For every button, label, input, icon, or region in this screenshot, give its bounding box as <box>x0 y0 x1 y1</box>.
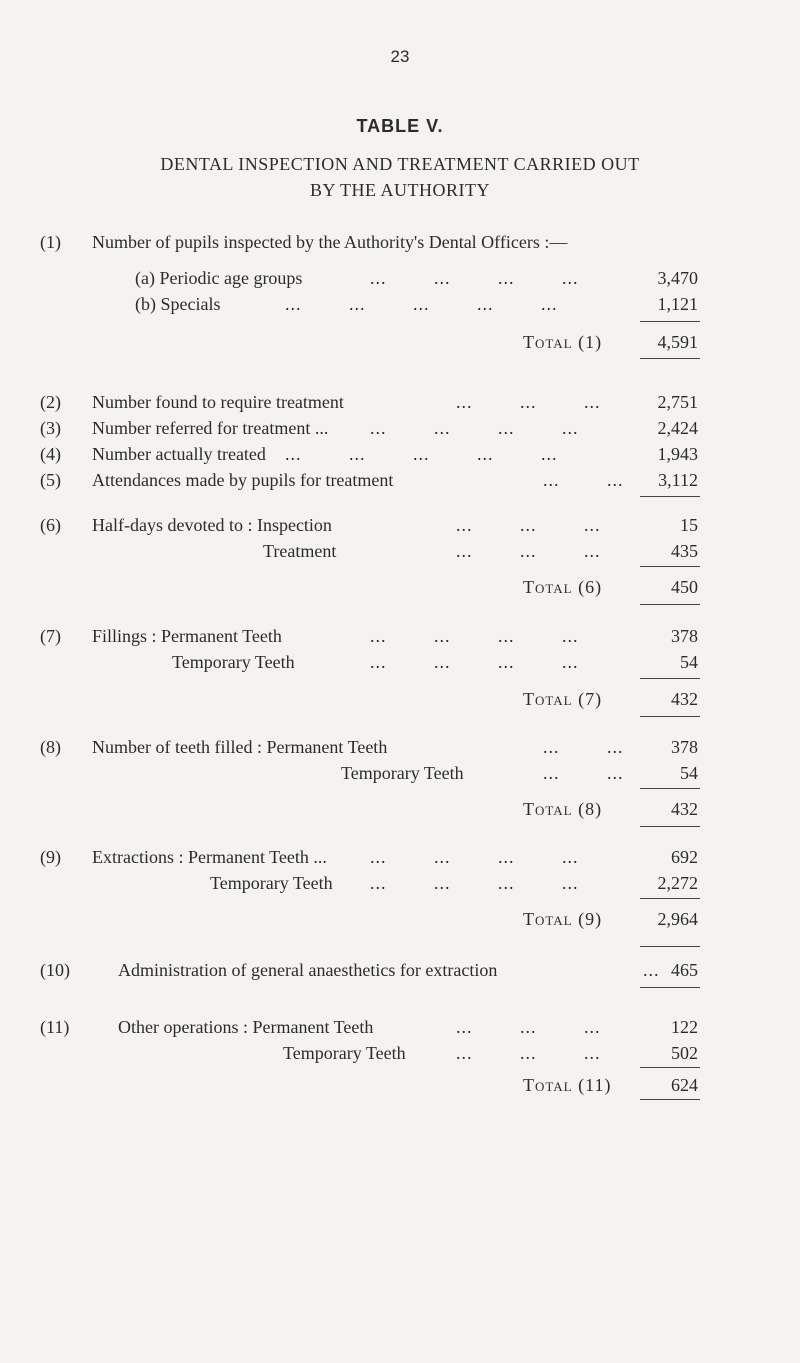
total-11-value: 624 <box>671 1075 698 1095</box>
item-5-value: 3,112 <box>658 470 698 490</box>
leader-dots: ... ... ... ... <box>370 268 579 288</box>
leader-dots: ... <box>643 960 660 980</box>
item-1a-value: 3,470 <box>657 268 698 288</box>
item-9-value-1: 692 <box>671 847 698 867</box>
leader-dots: ... ... ... ... ... <box>285 294 558 314</box>
item-number-8: (8) <box>40 737 61 757</box>
item-number-6: (6) <box>40 515 61 535</box>
leader-dots: ... ... <box>543 470 624 490</box>
item-number-3: (3) <box>40 418 61 438</box>
leader-dots: ... ... ... <box>456 541 601 561</box>
item-6-label-2: Treatment <box>263 541 337 561</box>
item-number-7: (7) <box>40 626 61 646</box>
item-1b-value: 1,121 <box>657 294 698 314</box>
item-1a-label: (a) Periodic age groups <box>135 268 303 288</box>
item-9-value-2: 2,272 <box>657 873 698 893</box>
item-number-2: (2) <box>40 392 61 412</box>
item-6-label: Half-days devoted to : Inspection <box>92 515 332 535</box>
item-11-label-2: Temporary Teeth <box>283 1043 406 1063</box>
table-title: TABLE V. <box>356 116 444 136</box>
leader-dots: ... ... ... <box>456 515 601 535</box>
item-number-1: (1) <box>40 232 61 252</box>
leader-dots: ... ... ... ... ... <box>285 444 558 464</box>
sum-rule <box>640 898 700 899</box>
item-8-value-2: 54 <box>680 763 698 783</box>
heading-line-1: DENTAL INSPECTION AND TREATMENT CARRIED OUT <box>160 154 640 174</box>
total-rule <box>640 716 700 717</box>
item-8-value-1: 378 <box>671 737 698 757</box>
item-number-11: (11) <box>40 1017 70 1037</box>
item-11-label: Other operations : Permanent Teeth <box>118 1017 374 1037</box>
total-6-label: Total (6) <box>523 577 603 597</box>
item-11-value-1: 122 <box>671 1017 698 1037</box>
total-6-value: 450 <box>671 577 698 597</box>
leader-dots: ... ... <box>543 763 624 783</box>
leader-dots: ... ... ... ... <box>370 626 579 646</box>
leader-dots: ... ... ... ... <box>370 418 579 438</box>
leader-dots: ... ... ... <box>456 1043 601 1063</box>
leader-dots: ... ... ... <box>456 392 601 412</box>
item-8-label: Number of teeth filled : Permanent Teeth <box>92 737 388 757</box>
leader-dots: ... ... ... ... <box>370 873 579 893</box>
total-rule <box>640 1099 700 1100</box>
sum-rule <box>640 566 700 567</box>
item-8-label-2: Temporary Teeth <box>341 763 464 783</box>
item-9-label: Extractions : Permanent Teeth ... <box>92 847 327 867</box>
item-7-label: Fillings : Permanent Teeth <box>92 626 282 646</box>
total-1-label: Total (1) <box>523 332 603 352</box>
item-6-value-1: 15 <box>680 515 698 535</box>
item-1-label: Number of pupils inspected by the Authority's Dental Officers :— <box>92 232 568 252</box>
item-11-value-2: 502 <box>671 1043 698 1063</box>
item-7-value-1: 378 <box>671 626 698 646</box>
total-rule <box>640 604 700 605</box>
section-rule <box>640 496 700 497</box>
item-5-label: Attendances made by pupils for treatment <box>92 470 394 490</box>
item-1b-label: (b) Specials <box>135 294 221 314</box>
item-7-value-2: 54 <box>680 652 698 672</box>
item-number-9: (9) <box>40 847 61 867</box>
sum-rule <box>640 678 700 679</box>
total-rule <box>640 358 700 359</box>
section-rule <box>640 987 700 988</box>
item-number-5: (5) <box>40 470 61 490</box>
item-2-label: Number found to require treatment <box>92 392 344 412</box>
total-rule <box>640 826 700 827</box>
total-9-value: 2,964 <box>657 909 698 929</box>
item-9-label-2: Temporary Teeth <box>210 873 333 893</box>
total-8-label: Total (8) <box>523 799 603 819</box>
section-rule <box>640 946 700 947</box>
item-number-4: (4) <box>40 444 61 464</box>
item-10-value: 465 <box>671 960 698 980</box>
page-number: 23 <box>390 47 410 66</box>
total-1-value: 4,591 <box>657 332 698 352</box>
item-7-label-2: Temporary Teeth <box>172 652 295 672</box>
total-7-label: Total (7) <box>523 689 603 709</box>
total-9-label: Total (9) <box>523 909 603 929</box>
item-number-10: (10) <box>40 960 70 980</box>
total-7-value: 432 <box>671 689 698 709</box>
leader-dots: ... ... ... <box>456 1017 601 1037</box>
item-6-value-2: 435 <box>671 541 698 561</box>
item-3-value: 2,424 <box>657 418 698 438</box>
item-3-label: Number referred for treatment ... <box>92 418 329 438</box>
item-4-value: 1,943 <box>657 444 698 464</box>
heading-line-2: BY THE AUTHORITY <box>310 180 490 200</box>
item-4-label: Number actually treated <box>92 444 266 464</box>
leader-dots: ... ... <box>543 737 624 757</box>
total-11-label: Total (11) <box>523 1075 612 1095</box>
item-2-value: 2,751 <box>657 392 698 412</box>
sum-rule <box>640 1067 700 1068</box>
leader-dots: ... ... ... ... <box>370 652 579 672</box>
leader-dots: ... ... ... ... <box>370 847 579 867</box>
total-8-value: 432 <box>671 799 698 819</box>
item-10-label: Administration of general anaesthetics for extraction <box>118 960 498 980</box>
sum-rule <box>640 788 700 789</box>
sum-rule <box>640 321 700 322</box>
